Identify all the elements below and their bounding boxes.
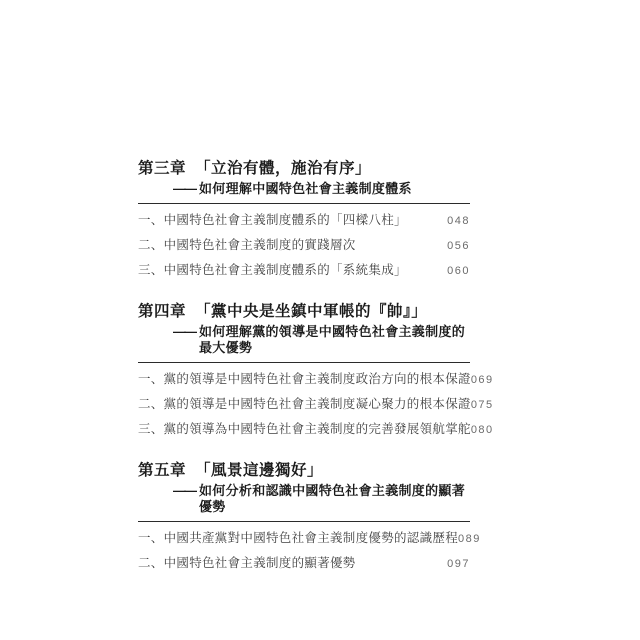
entry-page-number: 097	[447, 558, 470, 570]
chapter-heading	[138, 460, 470, 481]
chapter-heading	[138, 301, 470, 322]
divider-rule	[138, 362, 470, 363]
entry-text: 黨的領導是中國特色社會主義制度政治方向的根本保證	[163, 372, 471, 386]
chapter-subtitle	[173, 483, 470, 515]
subtitle-line: 最大優勢	[199, 340, 253, 355]
entry-text: 黨的領導為中國特色社會主義制度的完善發展領航掌舵	[163, 422, 471, 436]
toc-entry	[138, 233, 470, 258]
entry-text: 黨的領導是中國特色社會主義制度凝心聚力的根本保證	[163, 397, 471, 411]
entry-title	[138, 238, 356, 253]
entry-number-label: 三、	[138, 422, 164, 436]
chapter-subtitle	[173, 324, 470, 356]
entry-text: 中國特色社會主義制度的顯著優勢	[163, 556, 356, 570]
subtitle-line: 如何理解中國特色社會主義制度體系	[199, 181, 412, 196]
entry-list	[138, 367, 494, 442]
chapter-number-label: 第四章	[138, 303, 187, 320]
chapter-section-4	[138, 301, 494, 442]
chapter-subtitle	[173, 181, 470, 197]
entry-list	[138, 526, 481, 576]
chapter-title: 「黨中央是坐鎮中軍帳的『帥』」	[195, 303, 428, 320]
chapter-title: 「風景這邊獨好」	[195, 462, 324, 479]
subtitle-lines	[199, 324, 465, 356]
entry-number-label: 二、	[138, 238, 164, 252]
entry-number-label: 一、	[138, 531, 164, 545]
subtitle-dash: ——	[173, 483, 195, 498]
toc-entry	[138, 392, 494, 417]
entry-title	[138, 397, 471, 412]
entry-number-label: 二、	[138, 556, 164, 570]
entry-text: 中國特色社會主義制度體系的「系統集成」	[163, 263, 407, 277]
entry-number-label: 一、	[138, 372, 164, 386]
chapter-heading	[138, 158, 470, 179]
chapter-number-label: 第三章	[138, 160, 187, 177]
toc-entry	[138, 551, 470, 576]
subtitle-dash: ——	[173, 324, 195, 339]
chapter-section-5	[138, 460, 481, 576]
toc-entry	[138, 208, 470, 233]
entry-text: 中國特色社會主義制度的實踐層次	[163, 238, 356, 252]
entry-page-number: 075	[470, 399, 494, 411]
divider-rule	[138, 521, 470, 522]
entry-page-number: 060	[447, 265, 470, 277]
subtitle-dash: ——	[173, 181, 195, 196]
entry-page-number: 080	[470, 424, 494, 436]
divider-rule	[138, 203, 470, 204]
entry-page-number: 056	[447, 240, 470, 252]
subtitle-lines	[199, 181, 412, 197]
entry-title	[138, 531, 458, 546]
toc-entry	[138, 526, 481, 551]
entry-title	[138, 422, 471, 437]
subtitle-line: 如何理解黨的領導是中國特色社會主義制度的	[199, 324, 466, 339]
entry-number-label: 二、	[138, 397, 164, 411]
chapter-title: 「立治有體，施治有序」	[195, 160, 372, 177]
entry-page-number: 089	[458, 533, 481, 545]
entry-title	[138, 213, 407, 228]
toc-entry	[138, 417, 494, 442]
entry-text: 中國共產黨對中國特色社會主義制度優勢的認識歷程	[163, 531, 459, 545]
subtitle-lines	[199, 483, 470, 515]
entry-number-label: 三、	[138, 263, 164, 277]
entry-text: 中國特色社會主義制度體系的「四樑八柱」	[163, 213, 407, 227]
entry-title	[138, 263, 407, 278]
entry-title	[138, 372, 471, 387]
chapter-section-3	[138, 158, 470, 283]
entry-list	[138, 208, 470, 283]
entry-page-number: 048	[447, 215, 470, 227]
toc-page-content	[138, 158, 494, 576]
entry-number-label: 一、	[138, 213, 164, 227]
chapter-number-label: 第五章	[138, 462, 187, 479]
toc-entry	[138, 258, 470, 283]
subtitle-line: 如何分析和認識中國特色社會主義制度的顯著優勢	[199, 483, 466, 514]
toc-entry	[138, 367, 494, 392]
entry-title	[138, 556, 356, 571]
entry-page-number: 069	[470, 374, 494, 386]
